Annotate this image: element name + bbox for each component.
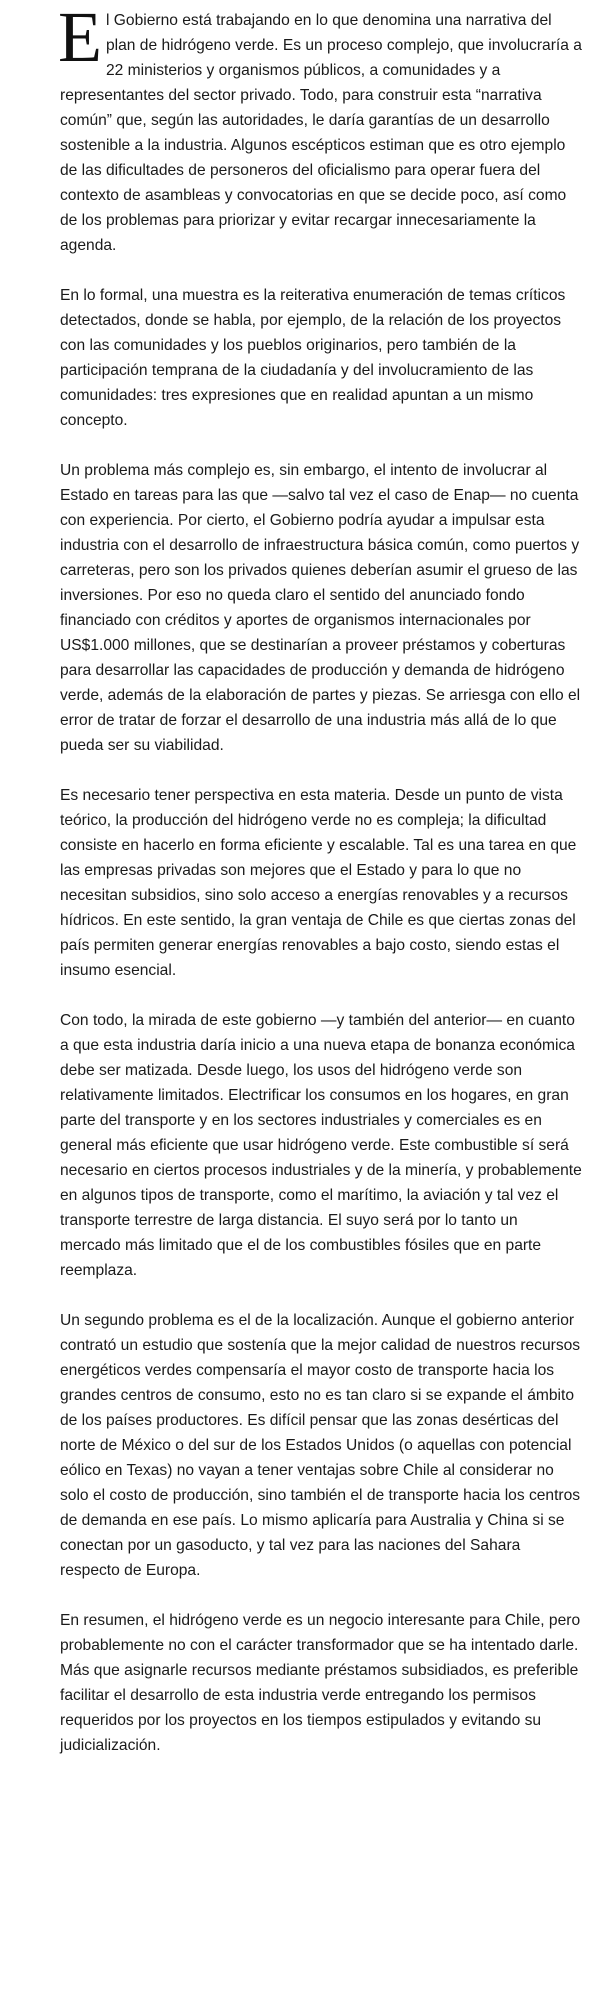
paragraph-3: Un problema más complejo es, sin embargo, el intento de involucrar al Estado en tareas para las que —salvo tal vez el caso de Enap— no cuenta con experiencia. Por cierto, el Gobierno podría ayudar a impulsar esta industria con el desarrollo de infraestructura básica común, como puertos y carreteras, pero son los privados quienes deberían asumir el grueso de las inversiones. Por eso no queda claro el sentido del anunciado fondo financiado con créditos y aportes de organismos internacionales por US$1.000 millones, que se destinarían a proveer préstamos y coberturas para desarrollar las capacidades de producción y demanda de hidrógeno verde, además de la elaboración de partes y piezas. Se arriesga con ello el error de tratar de forzar el desarrollo de una industria más allá de lo que pueda ser su viabilidad.	[60, 462, 581, 754]
drop-cap: E	[58, 0, 102, 77]
paragraph-4: Es necesario tener perspectiva en esta materia. Desde un punto de vista teórico, la producción del hidrógeno verde no es compleja; la dificultad consiste en hacerlo en forma eficiente y escalable. Tal es una tarea en que las empresas privadas son mejores que el Estado y para lo que no necesitan subsidios, sino solo acceso a energías renovables y a recursos hídricos. En este sentido, la gran ventaja de Chile es que ciertas zonas del país permiten generar energías renovables a bajo costo, siendo estas el insumo esencial.	[60, 787, 577, 979]
paragraph-1	[58, 0, 582, 258]
paragraph-7: En resumen, el hidrógeno verde es un negocio interesante para Chile, pero probablemente no con el carácter transformador que se ha intentado darle. Más que asignarle recursos mediante préstamos subsidiados, es preferible facilitar el desarrollo de esta industria verde entregando los permisos requeridos por los proyectos en los tiempos estipulados y evitando su judicialización.	[60, 1612, 581, 1754]
paragraph-1-text: l Gobierno está trabajando en lo que denomina una narrativa del plan de hidrógeno verde. Es un proceso complejo, que involucraría a 22 ministerios y organismos públicos, a comunidades y a representantes del sector privado. Todo, para construir esta “narrativa común” que, según las autoridades, le daría garantías de un desarrollo sostenible a la industria. Algunos escépticos estiman que es otro ejemplo de las dificultades de personeros del oficialismo para operar fuera del contexto de asambleas y convocatorias en que se decide poco, así como de los problemas para priorizar y evitar recargar innecesariamente la agenda.	[60, 12, 582, 254]
paragraph-6: Un segundo problema es el de la localización. Aunque el gobierno anterior contrató un estudio que sostenía que la mejor calidad de nuestros recursos energéticos verdes compensaría el mayor costo de transporte hacia los grandes centros de consumo, esto no es tan claro si se expande el ámbito de los países productores. Es difícil pensar que las zonas desérticas del norte de México o del sur de los Estados Unidos (o aquellas con potencial eólico en Texas) no vayan a tener ventajas sobre Chile al considerar no solo el costo de producción, sino también el de transporte hacia los centros de demanda en ese país. Lo mismo aplicaría para Australia y China si se conectan por un gasoducto, y tal vez para las naciones del Sahara respecto de Europa.	[60, 1312, 581, 1579]
article-body	[58, 0, 582, 1783]
paragraph-2: En lo formal, una muestra es la reiterativa enumeración de temas críticos detectados, donde se habla, por ejemplo, de la relación de los proyectos con las comunidades y los pueblos originarios, pero también de la participación temprana de la ciudadanía y del involucramiento de las comunidades: tres expresiones que en realidad apuntan a un mismo concepto.	[60, 287, 566, 429]
paragraph-5: Con todo, la mirada de este gobierno —y también del anterior— en cuanto a que esta industria daría inicio a una nueva etapa de bonanza económica debe ser matizada. Desde luego, los usos del hidrógeno verde son relativamente limitados. Electrificar los consumos en los hogares, en gran parte del transporte y en los sectores industriales y comerciales es en general más eficiente que usar hidrógeno verde. Este combustible sí será necesario en ciertos procesos industriales y de la minería, y probablemente en algunos tipos de transporte, como el marítimo, la aviación y tal vez el transporte terrestre de larga distancia. El suyo será por lo tanto un mercado más limitado que el de los combustibles fósiles que en parte reemplaza.	[60, 1012, 582, 1279]
